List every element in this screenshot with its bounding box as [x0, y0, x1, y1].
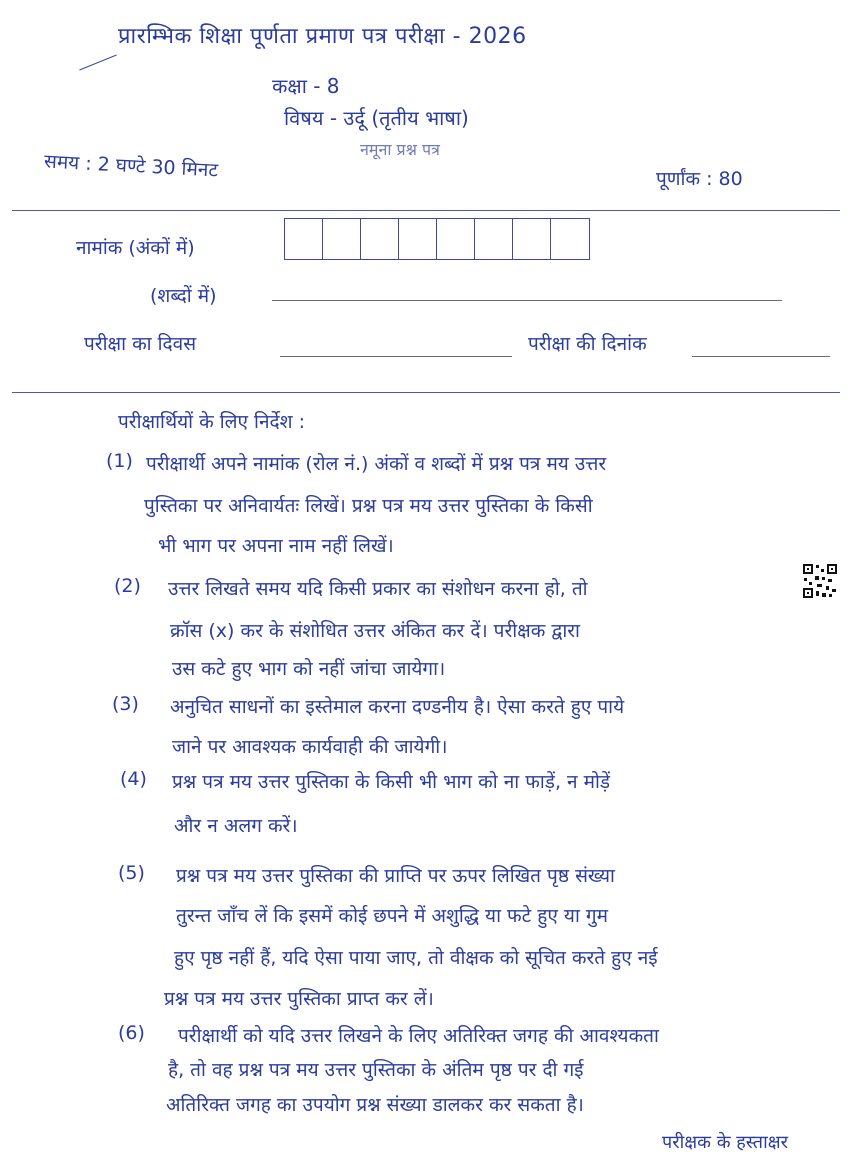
max-marks-label: पूर्णांक : 80: [656, 168, 743, 190]
instruction-line: भी भाग पर अपना नाम नहीं लिखें।: [158, 535, 394, 557]
exam-day-field[interactable]: [280, 356, 512, 357]
instruction-line: प्रश्न पत्र मय उत्तर पुस्तिका के किसी भी भाग को ना फाड़ें, न मोड़ें: [172, 771, 611, 793]
instruction-number: (4): [120, 768, 147, 790]
instruction-line: प्रश्न पत्र मय उत्तर पुस्तिका प्राप्त कर लें।: [164, 988, 434, 1010]
roll-digit-box[interactable]: [285, 219, 323, 259]
instruction-number: (3): [112, 693, 139, 715]
instruction-number: (2): [114, 575, 141, 597]
pen-stroke: [79, 55, 116, 71]
instruction-line: पुस्तिका पर अनिवार्यतः लिखें। प्रश्न पत्र मय उत्तर पुस्तिका के किसी: [144, 495, 593, 517]
instruction-line: उत्तर लिखते समय यदि किसी प्रकार का संशोधन करना हो, तो: [168, 578, 588, 600]
class-label: कक्षा - 8: [272, 74, 340, 98]
roll-digit-box[interactable]: [437, 219, 475, 259]
exam-date-field[interactable]: [692, 356, 830, 357]
roll-digit-box[interactable]: [475, 219, 513, 259]
instructions-heading: परीक्षार्थियों के लिए निर्देश :: [118, 411, 305, 433]
roll-words-label: (शब्दों में): [150, 285, 217, 307]
instruction-number: (1): [106, 450, 133, 472]
paper-type-label: नमूना प्रश्न पत्र: [360, 140, 440, 159]
exam-title: प्रारम्भिक शिक्षा पूर्णता प्रमाण पत्र परीक्षा - 2026: [118, 24, 527, 49]
instruction-line: हुए पृष्ठ नहीं हैं, यदि ऐसा पाया जाए, तो वीक्षक को सूचित करते हुए नई: [174, 947, 658, 969]
qr-code-icon: [802, 563, 838, 599]
roll-digit-box[interactable]: [323, 219, 361, 259]
roll-digit-box[interactable]: [551, 219, 589, 259]
roll-number-boxes[interactable]: [284, 218, 590, 260]
instruction-line: अनुचित साधनों का इस्तेमाल करना दण्डनीय है। ऐसा करते हुए पाये: [170, 696, 625, 718]
instruction-line: अतिरिक्त जगह का उपयोग प्रश्न संख्या डालकर कर सकता है।: [166, 1094, 584, 1116]
instruction-line: तुरन्त जाँच लें कि इसमें कोई छपने में अशुद्धि या फटे हुए या गुम: [176, 905, 608, 927]
instruction-line: उस कटे हुए भाग को नहीं जांचा जायेगा।: [172, 658, 446, 680]
examiner-signature-label: परीक्षक के हस्ताक्षर: [662, 1132, 788, 1153]
roll-words-field[interactable]: [272, 300, 782, 301]
roll-digits-label: नामांक (अंकों में): [76, 237, 195, 259]
roll-digit-box[interactable]: [513, 219, 551, 259]
header-divider: [12, 210, 840, 211]
instruction-line: और न अलग करें।: [174, 815, 298, 837]
instruction-line: प्रश्न पत्र मय उत्तर पुस्तिका की प्राप्ति पर ऊपर लिखित पृष्ठ संख्या: [176, 865, 615, 887]
instruction-line: क्रॉस (x) कर के संशोधित उत्तर अंकित कर दें। परीक्षक द्वारा: [170, 620, 580, 642]
form-divider: [12, 392, 840, 393]
subject-label: विषय - उर्दू (तृतीय भाषा): [284, 106, 469, 130]
instruction-line: है, तो वह प्रश्न पत्र मय उत्तर पुस्तिका के अंतिम पृष्ठ पर दी गई: [168, 1059, 584, 1081]
exam-date-label: परीक्षा की दिनांक: [528, 333, 647, 355]
instruction-line: परीक्षार्थी को यदि उत्तर लिखने के लिए अतिरिक्त जगह की आवश्यकता: [178, 1025, 659, 1047]
instruction-line: जाने पर आवश्यक कार्यवाही की जायेगी।: [172, 736, 448, 758]
roll-digit-box[interactable]: [399, 219, 437, 259]
instruction-number: (6): [118, 1022, 145, 1044]
roll-digit-box[interactable]: [361, 219, 399, 259]
instruction-number: (5): [118, 862, 145, 884]
exam-day-label: परीक्षा का दिवस: [84, 333, 197, 355]
instruction-line: परीक्षार्थी अपने नामांक (रोल नं.) अंकों व शब्दों में प्रश्न पत्र मय उत्तर: [146, 453, 607, 475]
time-label: समय : 2 घण्टे 30 मिनट: [43, 150, 219, 182]
